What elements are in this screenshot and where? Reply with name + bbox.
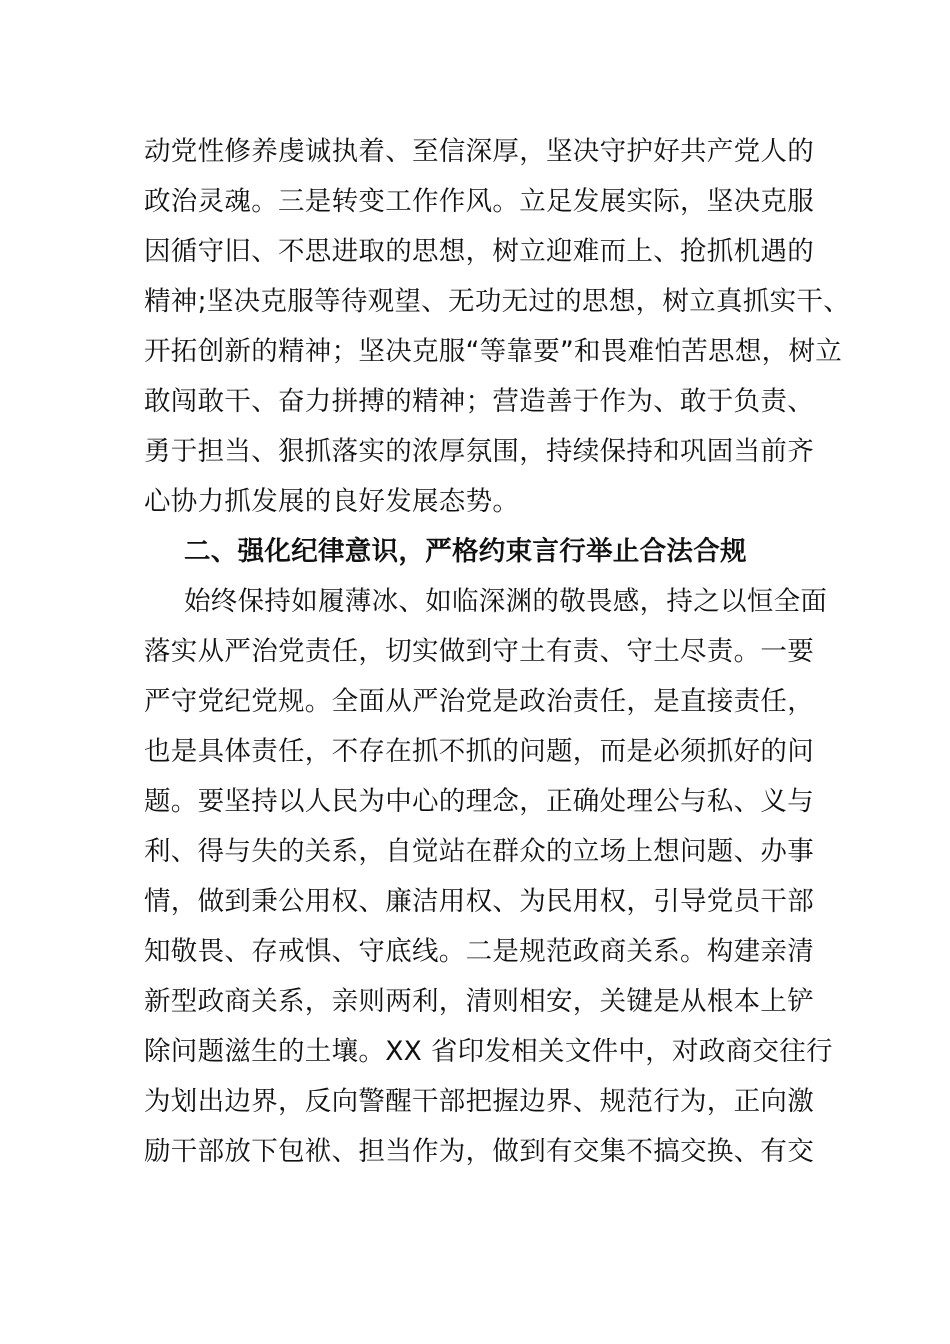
section-heading: 二、强化纪律意识，严格约束言行举止合法合规 [184,536,747,567]
paragraph-2-line-12: 励干部放下包袱、担当作为，做到有交集不搞交换、有交 [144,1136,814,1167]
paragraph-2-line-8: 知敬畏、存戒惧、守底线。二是规范政商关系。构建亲清 [144,936,814,967]
document-body [144,127,851,1177]
paragraph-1-line-5: 开拓创新的精神；坚决克服“等靠要”和畏难怕苦思想，树立 [144,336,843,367]
paragraph-1-line-3: 因循守旧、不思进取的思想，树立迎难而上、抢抓机遇的 [144,236,814,267]
paragraph-2-line-2: 落实从严治党责任，切实做到守土有责、守土尽责。一要 [144,636,814,667]
paragraph-2-line-10: 除问题滋生的土壤。XX 省印发相关文件中，对政商交往行 [144,1036,833,1067]
paragraph-2-line-3: 严守党纪党规。全面从严治党是政治责任，是直接责任， [144,686,814,717]
paragraph-2-line-7: 情，做到秉公用权、廉洁用权、为民用权，引导党员干部 [144,886,814,917]
paragraph-2-line-4: 也是具体责任，不存在抓不抓的问题，而是必须抓好的问 [144,736,814,767]
paragraph-2-line-5: 题。要坚持以人民为中心的理念，正确处理公与私、义与 [144,786,814,817]
paragraph-1-line-4: 精神;坚决克服等待观望、无功无过的思想，树立真抓实干、 [144,286,851,317]
paragraph-1-line-1: 动党性修养虔诚执着、至信深厚，坚决守护好共产党人的 [144,136,814,167]
paragraph-1-line-8: 心协力抓发展的良好发展态势。 [144,486,520,517]
paragraph-1-line-7: 勇于担当、狠抓落实的浓厚氛围，持续保持和巩固当前齐 [144,436,814,467]
paragraph-1-line-2: 政治灵魂。三是转变工作作风。立足发展实际，坚决克服 [144,186,814,217]
paragraph-2-line-1: 始终保持如履薄冰、如临深渊的敬畏感，持之以恒全面 [184,586,828,617]
paragraph-2-line-6: 利、得与失的关系，自觉站在群众的立场上想问题、办事 [144,836,814,867]
paragraph-2-line-9: 新型政商关系，亲则两利，清则相安，关键是从根本上铲 [144,986,814,1017]
paragraph-2-line-11: 为划出边界，反向警醒干部把握边界、规范行为，正向激 [144,1086,814,1117]
paragraph-1-line-6: 敢闯敢干、奋力拼搏的精神；营造善于作为、敢于负责、 [144,386,814,417]
